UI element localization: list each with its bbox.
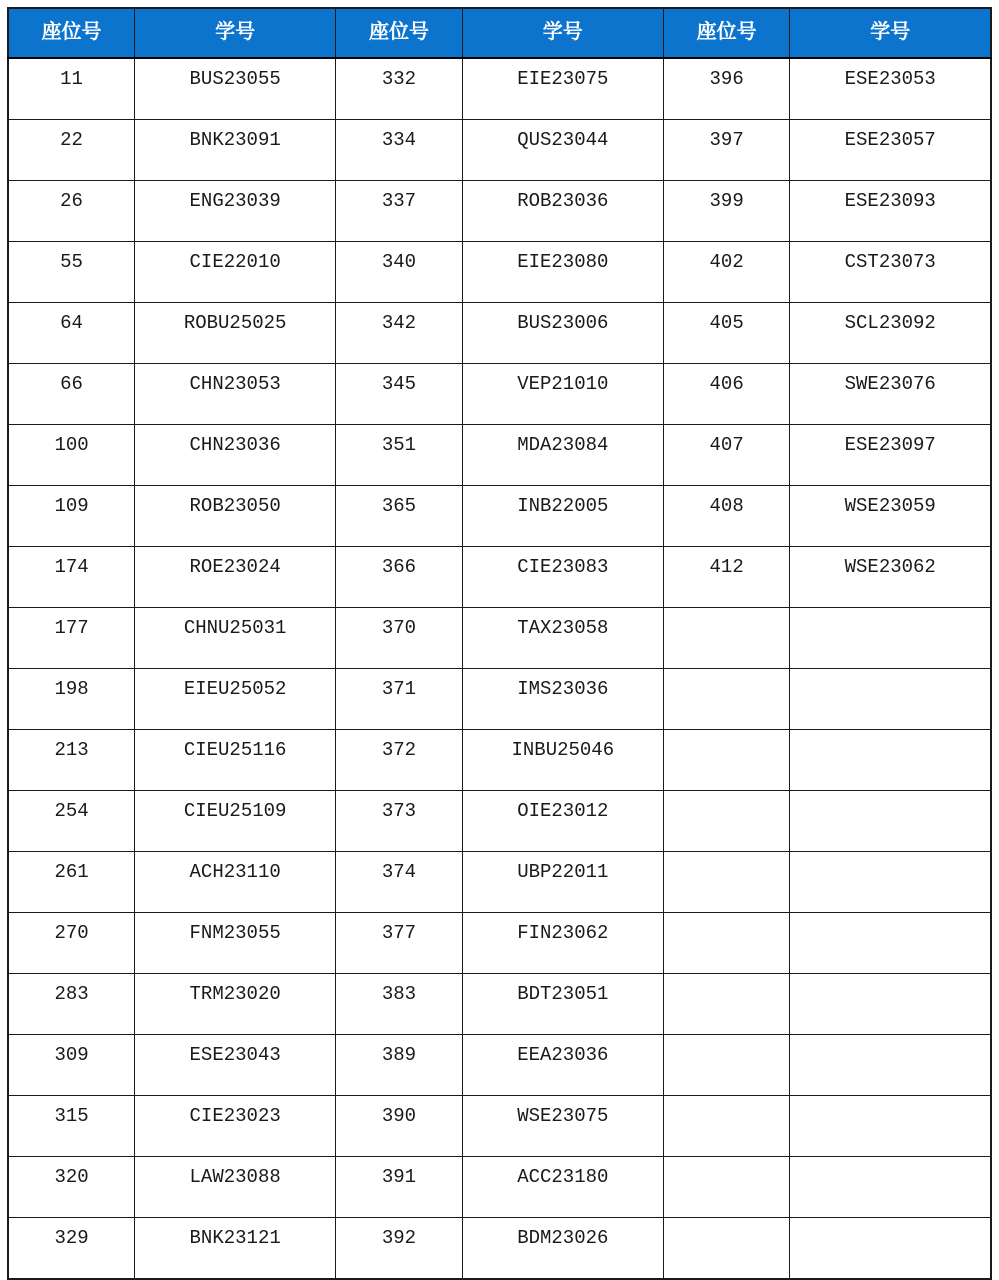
seat-number-cell: 100 xyxy=(8,425,135,486)
table-row xyxy=(8,181,991,242)
student-id-cell: ACC23180 xyxy=(462,1157,663,1218)
student-id-cell xyxy=(790,913,991,974)
seat-number-cell xyxy=(663,913,790,974)
student-id-cell: ROBU25025 xyxy=(135,303,336,364)
student-id-cell: INBU25046 xyxy=(462,730,663,791)
table-row xyxy=(8,547,991,608)
table-header xyxy=(8,8,991,58)
seat-number-cell xyxy=(663,1157,790,1218)
table-row xyxy=(8,852,991,913)
seat-number-cell: 174 xyxy=(8,547,135,608)
header-cell-student-id-3: 学号 xyxy=(790,8,991,58)
seat-number-cell: 374 xyxy=(336,852,463,913)
student-id-cell xyxy=(790,974,991,1035)
student-id-cell xyxy=(790,1218,991,1280)
table-body xyxy=(8,58,991,1279)
student-id-cell: TAX23058 xyxy=(462,608,663,669)
student-id-cell: CIEU25116 xyxy=(135,730,336,791)
seat-number-cell: 334 xyxy=(336,120,463,181)
seat-number-cell: 391 xyxy=(336,1157,463,1218)
seat-number-cell: 198 xyxy=(8,669,135,730)
seat-number-cell xyxy=(663,974,790,1035)
student-id-cell: ESE23097 xyxy=(790,425,991,486)
seat-number-cell xyxy=(663,1218,790,1280)
header-cell-seat-2: 座位号 xyxy=(336,8,463,58)
seat-number-cell: 270 xyxy=(8,913,135,974)
seat-number-cell: 11 xyxy=(8,58,135,120)
table-row xyxy=(8,364,991,425)
student-id-cell: CHN23036 xyxy=(135,425,336,486)
seat-number-cell: 399 xyxy=(663,181,790,242)
student-id-cell: LAW23088 xyxy=(135,1157,336,1218)
seat-number-cell: 26 xyxy=(8,181,135,242)
student-id-cell: BDM23026 xyxy=(462,1218,663,1280)
seat-number-cell: 342 xyxy=(336,303,463,364)
student-id-cell: UBP22011 xyxy=(462,852,663,913)
seat-number-cell xyxy=(663,669,790,730)
header-cell-seat-3: 座位号 xyxy=(663,8,790,58)
student-id-cell: CIE23083 xyxy=(462,547,663,608)
student-id-cell xyxy=(790,1157,991,1218)
table-row xyxy=(8,669,991,730)
student-id-cell: ENG23039 xyxy=(135,181,336,242)
seat-number-cell: 412 xyxy=(663,547,790,608)
seat-number-cell: 366 xyxy=(336,547,463,608)
student-id-cell: ESE23043 xyxy=(135,1035,336,1096)
seat-number-cell: 337 xyxy=(336,181,463,242)
seat-number-cell: 320 xyxy=(8,1157,135,1218)
student-id-cell: VEP21010 xyxy=(462,364,663,425)
table-row xyxy=(8,791,991,852)
table-row xyxy=(8,486,991,547)
student-id-cell: SCL23092 xyxy=(790,303,991,364)
table-row xyxy=(8,58,991,120)
student-id-cell: CIEU25109 xyxy=(135,791,336,852)
seat-number-cell: 213 xyxy=(8,730,135,791)
student-id-cell: EEA23036 xyxy=(462,1035,663,1096)
seat-number-cell: 315 xyxy=(8,1096,135,1157)
seating-table xyxy=(7,7,992,1280)
table-row xyxy=(8,1035,991,1096)
student-id-cell xyxy=(790,791,991,852)
student-id-cell: BUS23006 xyxy=(462,303,663,364)
table-row xyxy=(8,1096,991,1157)
seat-number-cell: 332 xyxy=(336,58,463,120)
seat-number-cell: 177 xyxy=(8,608,135,669)
seat-number-cell: 402 xyxy=(663,242,790,303)
seat-number-cell: 283 xyxy=(8,974,135,1035)
student-id-cell: ESE23057 xyxy=(790,120,991,181)
student-id-cell: WSE23075 xyxy=(462,1096,663,1157)
seat-number-cell: 309 xyxy=(8,1035,135,1096)
seat-number-cell xyxy=(663,1096,790,1157)
seat-number-cell: 254 xyxy=(8,791,135,852)
seat-number-cell: 389 xyxy=(336,1035,463,1096)
student-id-cell: ESE23093 xyxy=(790,181,991,242)
table-row xyxy=(8,303,991,364)
seat-number-cell: 66 xyxy=(8,364,135,425)
seat-number-cell xyxy=(663,730,790,791)
student-id-cell: WSE23062 xyxy=(790,547,991,608)
seat-number-cell xyxy=(663,852,790,913)
student-id-cell: CHN23053 xyxy=(135,364,336,425)
student-id-cell xyxy=(790,730,991,791)
seat-number-cell: 406 xyxy=(663,364,790,425)
student-id-cell: FIN23062 xyxy=(462,913,663,974)
header-cell-student-id-1: 学号 xyxy=(135,8,336,58)
seat-number-cell: 340 xyxy=(336,242,463,303)
student-id-cell: OIE23012 xyxy=(462,791,663,852)
seat-number-cell: 370 xyxy=(336,608,463,669)
table-row xyxy=(8,974,991,1035)
seat-number-cell: 55 xyxy=(8,242,135,303)
header-row xyxy=(8,8,991,58)
student-id-cell: CHNU25031 xyxy=(135,608,336,669)
student-id-cell: WSE23059 xyxy=(790,486,991,547)
seat-number-cell: 383 xyxy=(336,974,463,1035)
student-id-cell: ROB23036 xyxy=(462,181,663,242)
seat-number-cell: 64 xyxy=(8,303,135,364)
student-id-cell xyxy=(790,852,991,913)
seat-number-cell: 397 xyxy=(663,120,790,181)
header-cell-student-id-2: 学号 xyxy=(462,8,663,58)
student-id-cell: EIE23075 xyxy=(462,58,663,120)
seat-number-cell: 407 xyxy=(663,425,790,486)
student-id-cell: INB22005 xyxy=(462,486,663,547)
student-id-cell: BNK23091 xyxy=(135,120,336,181)
student-id-cell: CIE22010 xyxy=(135,242,336,303)
student-id-cell: FNM23055 xyxy=(135,913,336,974)
seat-number-cell: 377 xyxy=(336,913,463,974)
seat-number-cell: 405 xyxy=(663,303,790,364)
seat-number-cell: 329 xyxy=(8,1218,135,1280)
seat-number-cell: 109 xyxy=(8,486,135,547)
student-id-cell xyxy=(790,608,991,669)
student-id-cell: EIEU25052 xyxy=(135,669,336,730)
seat-number-cell: 408 xyxy=(663,486,790,547)
table-row xyxy=(8,120,991,181)
table-row xyxy=(8,913,991,974)
seat-number-cell xyxy=(663,791,790,852)
student-id-cell: TRM23020 xyxy=(135,974,336,1035)
student-id-cell: CIE23023 xyxy=(135,1096,336,1157)
table-row xyxy=(8,1218,991,1280)
student-id-cell: SWE23076 xyxy=(790,364,991,425)
student-id-cell: BNK23121 xyxy=(135,1218,336,1280)
student-id-cell: ACH23110 xyxy=(135,852,336,913)
student-id-cell: BDT23051 xyxy=(462,974,663,1035)
seat-number-cell: 396 xyxy=(663,58,790,120)
header-cell-seat-1: 座位号 xyxy=(8,8,135,58)
table-row xyxy=(8,730,991,791)
student-id-cell: ESE23053 xyxy=(790,58,991,120)
seat-number-cell xyxy=(663,1035,790,1096)
student-id-cell: BUS23055 xyxy=(135,58,336,120)
student-id-cell: IMS23036 xyxy=(462,669,663,730)
table-row xyxy=(8,1157,991,1218)
student-id-cell xyxy=(790,1096,991,1157)
student-id-cell: ROB23050 xyxy=(135,486,336,547)
student-id-cell: MDA23084 xyxy=(462,425,663,486)
seat-number-cell: 392 xyxy=(336,1218,463,1280)
seat-number-cell: 390 xyxy=(336,1096,463,1157)
table-row xyxy=(8,242,991,303)
seat-number-cell xyxy=(663,608,790,669)
student-id-cell: QUS23044 xyxy=(462,120,663,181)
student-id-cell xyxy=(790,1035,991,1096)
seat-number-cell: 261 xyxy=(8,852,135,913)
table-row xyxy=(8,608,991,669)
seat-number-cell: 365 xyxy=(336,486,463,547)
student-id-cell xyxy=(790,669,991,730)
seat-number-cell: 373 xyxy=(336,791,463,852)
seat-number-cell: 372 xyxy=(336,730,463,791)
seat-number-cell: 22 xyxy=(8,120,135,181)
student-id-cell: ROE23024 xyxy=(135,547,336,608)
seat-number-cell: 351 xyxy=(336,425,463,486)
student-id-cell: EIE23080 xyxy=(462,242,663,303)
table-row xyxy=(8,425,991,486)
seat-number-cell: 371 xyxy=(336,669,463,730)
student-id-cell: CST23073 xyxy=(790,242,991,303)
seat-number-cell: 345 xyxy=(336,364,463,425)
